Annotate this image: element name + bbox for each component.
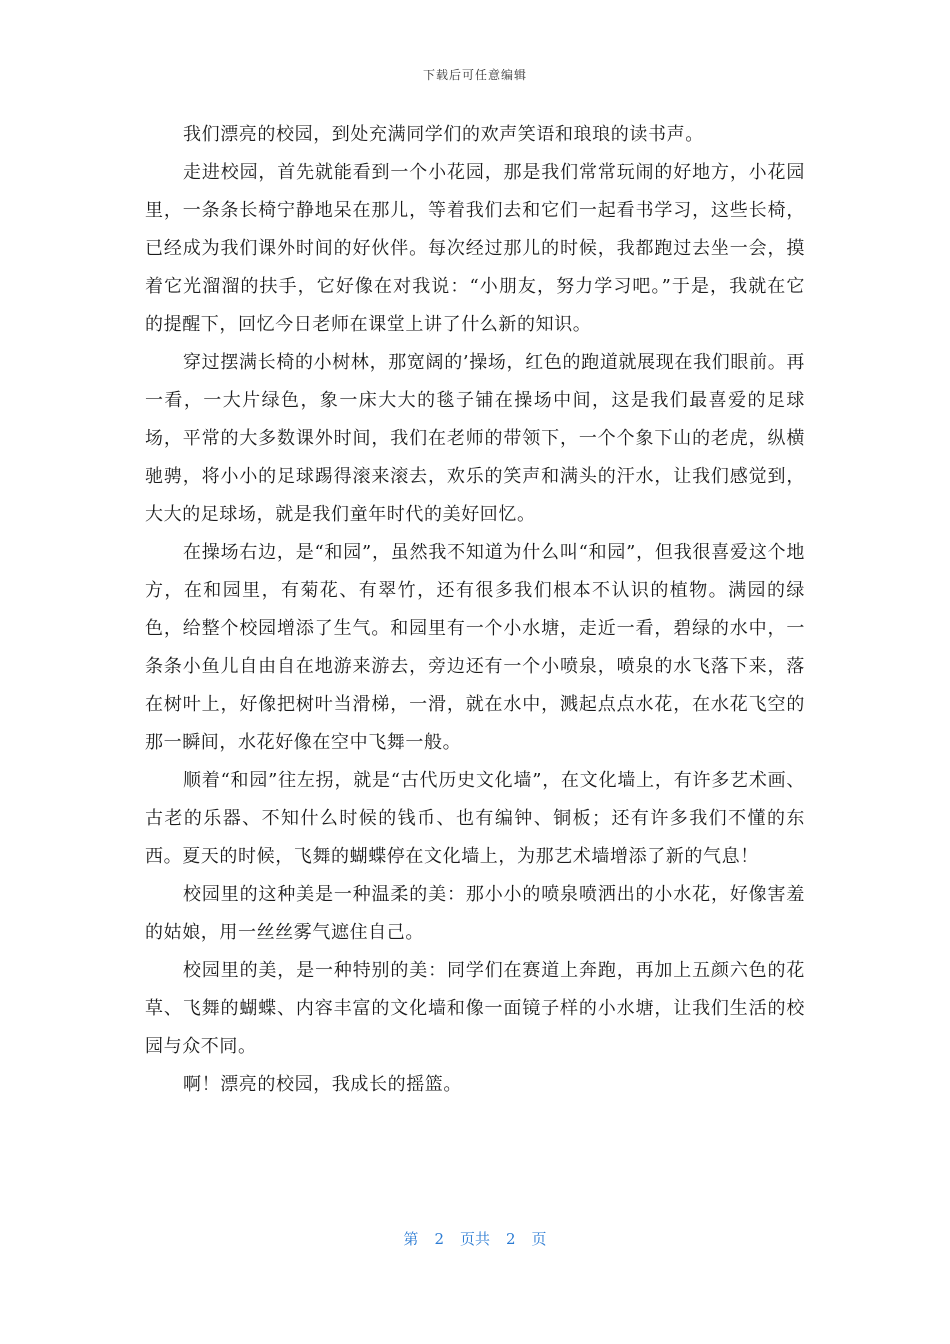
document-body (145, 116, 805, 1104)
page-footer (0, 1228, 950, 1249)
footer-label-page: 第 (403, 1230, 419, 1248)
paragraph-8: 啊！漂亮的校园，我成长的摇篮。 (183, 1074, 462, 1095)
footer-label-end: 页 (531, 1230, 547, 1248)
footer-label-of: 页共 (459, 1230, 490, 1248)
paragraph-5: 顺着“和园”往左拐，就是“古代历史文化墙”，在文化墙上，有许多艺术画、古老的乐器、不知什么时候的钱币、也有编钟、铜板；还有许多我们不懂的东西。夏天的时候，飞舞的蝴蝶停在文化墙上，为那艺术墙增添了新的气息！ (145, 770, 805, 867)
footer-current-page: 2 (434, 1230, 444, 1248)
paragraph-7: 校园里的美，是一种特别的美：同学们在赛道上奔跑，再加上五颜六色的花草、飞舞的蝴蝶、内容丰富的文化墙和像一面镜子样的小水塘，让我们生活的校园与众不同。 (145, 960, 805, 1057)
header-text: 下载后可任意编辑 (422, 68, 527, 82)
paragraph-4: 在操场右边，是“和园”，虽然我不知道为什么叫“和园”，但我很喜爱这个地方，在和园里，有菊花、有翠竹，还有很多我们根本不认识的植物。满园的绿色，给整个校园增添了生气。和园里有一个小水塘，走近一看，碧绿的水中，一条条小鱼儿自由自在地游来游去，旁边还有一个小喷泉，喷泉的水飞落下来，落在树叶上，好像把树叶当滑梯，一滑，就在水中，溅起点点水花，在水花飞空的那一瞬间，水花好像在空中飞舞一般。 (145, 542, 805, 753)
footer-total-pages: 2 (506, 1230, 516, 1248)
paragraph-2: 走进校园，首先就能看到一个小花园，那是我们常常玩闹的好地方，小花园里，一条条长椅宁静地呆在那儿，等着我们去和它们一起看书学习，这些长椅，已经成为我们课外时间的好伙伴。每次经过那儿的时候，我都跑过去坐一会，摸着它光溜溜的扶手，它好像在对我说：“小朋友，努力学习吧。”于是，我就在它的提醒下，回忆今日老师在课堂上讲了什么新的知识。 (145, 162, 805, 335)
paragraph-3: 穿过摆满长椅的小树林，那宽阔的’操场，红色的跑道就展现在我们眼前。再一看，一大片绿色，象一床大大的毯子铺在操场中间，这是我们最喜爱的足球场，平常的大多数课外时间，我们在老师的带领下，一个个象下山的老虎，纵横驰骋，将小小的足球踢得滚来滚去，欢乐的笑声和满头的汗水，让我们感觉到，大大的足球场，就是我们童年时代的美好回忆。 (145, 352, 805, 525)
paragraph-6: 校园里的这种美是一种温柔的美：那小小的喷泉喷洒出的小水花，好像害羞的姑娘，用一丝丝雾气遮住自己。 (145, 884, 805, 943)
paragraph-1: 我们漂亮的校园，到处充满同学们的欢声笑语和琅琅的读书声。 (183, 124, 704, 145)
page-header (0, 66, 950, 83)
